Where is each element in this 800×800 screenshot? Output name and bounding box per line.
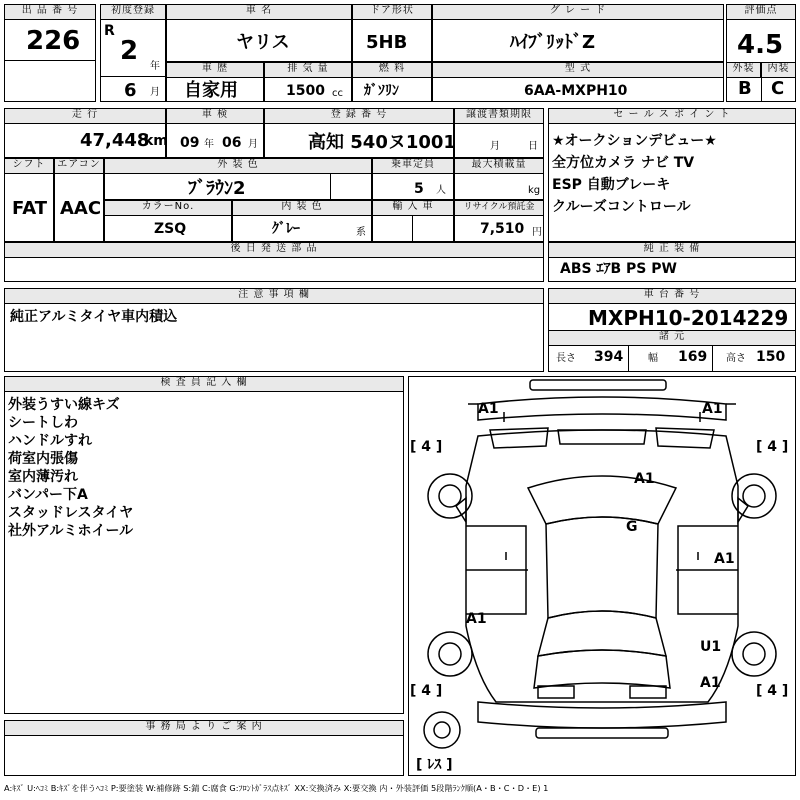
length-value: 394 (594, 349, 624, 365)
damage-mark-hood: A1 (634, 471, 655, 487)
model-label: 車 名 (166, 4, 352, 20)
registration-year: 2 (120, 36, 139, 66)
door-type: 5HB (366, 32, 408, 53)
inspector-lines (8, 396, 133, 540)
damage-mark-right-rear-a: A1 (700, 675, 721, 691)
load-unit: kg (528, 185, 541, 196)
tread-rear-right: [ 4 ] (756, 683, 789, 699)
interior-score-label: 内装 (761, 62, 796, 78)
damage-mark-right-side: A1 (714, 551, 735, 567)
mileage-label: 走 行 (4, 108, 166, 124)
transfer-day-unit: 日 (528, 141, 538, 152)
inspection-month-unit: 月 (248, 139, 258, 150)
notes-label: 注 意 事 項 欄 (4, 288, 544, 304)
inspector-line: 社外アルミホイール (8, 523, 134, 539)
options-label: 純 正 装 備 (548, 242, 796, 258)
fuel-label: 燃 料 (352, 62, 432, 78)
notes-value: 純正アルミタイヤ車内積込 (10, 309, 178, 325)
chassis-label: 車 台 番 号 (548, 288, 796, 304)
history-label: 車 歴 (166, 62, 264, 78)
width-value: 169 (678, 349, 708, 365)
damage-mark-front-left: A1 (478, 401, 499, 417)
interior-score: C (771, 78, 785, 99)
height-value: 150 (756, 349, 786, 365)
lot-label: 出 品 番 号 (4, 4, 96, 20)
damage-mark-roof: G (626, 519, 638, 535)
inspector-line: 室内薄汚れ (8, 469, 78, 485)
shift-value: FAT (12, 198, 48, 219)
sales-line: クルーズコントロール (552, 199, 691, 215)
capacity-value: 5 (414, 181, 424, 197)
plate-label: 登 録 番 号 (264, 108, 454, 124)
transfer-month-unit: 月 (490, 141, 500, 152)
color-label: 外 装 色 (104, 158, 372, 174)
inspector-line: 外装うすい線キズ (8, 397, 120, 413)
recycle-unit: 円 (532, 227, 542, 238)
displacement-label: 排 気 量 (264, 62, 352, 78)
interior-color-unit: 系 (356, 227, 366, 238)
fuel-value: ｶﾞｿﾘﾝ (364, 83, 399, 99)
car-diagram (408, 376, 796, 776)
inspector-label: 検 査 員 記 入 欄 (4, 376, 404, 392)
exterior-score: B (738, 78, 752, 99)
exterior-score-label: 外装 (726, 62, 761, 78)
inspector-line: ハンドルすれ (8, 433, 92, 449)
color-value: ﾌﾞﾗｳﾝ2 (188, 178, 246, 199)
color-no-value: ZSQ (154, 221, 187, 237)
score-value: 4.5 (737, 30, 784, 60)
chassis-value: MXPH10-2014229 (588, 306, 789, 330)
era-label: R (104, 23, 115, 39)
displacement-unit: cc (332, 88, 343, 99)
mileage-unit: km (144, 133, 168, 149)
tread-front-right: [ 4 ] (756, 439, 789, 455)
inspector-line: シートしわ (8, 415, 78, 431)
inspection-year: 09 (180, 135, 200, 151)
recycle-value: 7,510 (480, 221, 525, 237)
month-unit: 月 (150, 87, 160, 98)
sales-line: 全方位カメラ ナビ TV (552, 155, 695, 171)
grade-value: ﾊｲﾌﾞﾘｯﾄﾞZ (510, 32, 596, 53)
year-unit: 年 (150, 61, 160, 72)
plate-value: 高知 540ヌ1001 (308, 132, 456, 153)
history-value: 自家用 (184, 80, 238, 101)
damage-mark-right-rear-u: U1 (700, 639, 722, 655)
displacement-value: 1500 (286, 83, 325, 99)
lot-number: 226 (26, 26, 81, 56)
inspection-label: 車 検 (166, 108, 264, 124)
damage-mark-left-rear: A1 (466, 611, 487, 627)
mileage-value: 47,448 (80, 130, 150, 151)
sales-line: ESP 自動ブレーキ (552, 177, 671, 193)
length-label: 長さ (556, 353, 576, 364)
score-label: 評価点 (726, 4, 796, 20)
door-label: ドア形状 (352, 4, 432, 20)
capacity-unit: 人 (436, 185, 446, 196)
sales-lines (552, 130, 717, 218)
model-name: ヤリス (236, 32, 290, 53)
ac-value: AAC (60, 198, 102, 219)
inspector-line: スタッドレスタイヤ (8, 505, 134, 521)
dims-label: 諸 元 (548, 330, 796, 346)
first-registration-label: 初度登録 (100, 4, 166, 20)
capacity-label: 乗車定員 (372, 158, 454, 174)
shift-label: シフト (4, 158, 54, 174)
damage-mark-front-right: A1 (702, 401, 723, 417)
sales-label: セ ー ル ス ポ イ ン ト (548, 108, 796, 124)
tread-spare: [ ﾚｽ ] (416, 757, 453, 773)
recycle-label: リサイクル預託金 (454, 200, 544, 216)
grade-label: グ レ ー ド (432, 4, 724, 20)
interior-color-value: ｸﾞﾚｰ (272, 221, 300, 237)
registration-month: 6 (124, 80, 137, 101)
inspection-year-unit: 年 (204, 139, 214, 150)
inspection-month: 06 (222, 135, 242, 151)
inspector-line: 荷室内張傷 (8, 451, 78, 467)
sales-line: ★オークションデビュー★ (552, 133, 717, 149)
width-label: 幅 (648, 353, 658, 364)
color-no-label: カラーNo. (104, 200, 232, 216)
ac-label: エアコン (54, 158, 104, 174)
interior-color-label: 内 装 色 (232, 200, 372, 216)
height-label: 高さ (726, 353, 746, 364)
tread-rear-left: [ 4 ] (410, 683, 443, 699)
legend: A:ｷｽﾞ U:ﾍｺﾐ B:ｷｽﾞを伴うﾍｺﾐ P:要塗装 W:補修跡 S:錆 C:腐食 G:ﾌﾛﾝﾄｶﾞﾗｽ点ｷｽﾞ XX:交換済み X:要交換 内・外装評価 5段階ﾗﾝｸ順(A・B・C・D・E) 1 (4, 783, 549, 793)
later-parts-label: 後 日 発 送 部 品 (4, 242, 544, 258)
tread-front-left: [ 4 ] (410, 439, 443, 455)
inspector-line: バンパー下A (8, 487, 88, 503)
model-code-label: 型 式 (432, 62, 724, 78)
model-code-value: 6AA-MXPH10 (524, 83, 628, 99)
transfer-label: 譲渡書類期限 (454, 108, 544, 124)
load-label: 最大積載量 (454, 158, 544, 174)
options-value: ABS ｴｱB PS PW (560, 261, 677, 277)
import-label: 輸 入 車 (372, 200, 454, 216)
office-label: 事 務 局 よ り ご 案 内 (4, 720, 404, 736)
